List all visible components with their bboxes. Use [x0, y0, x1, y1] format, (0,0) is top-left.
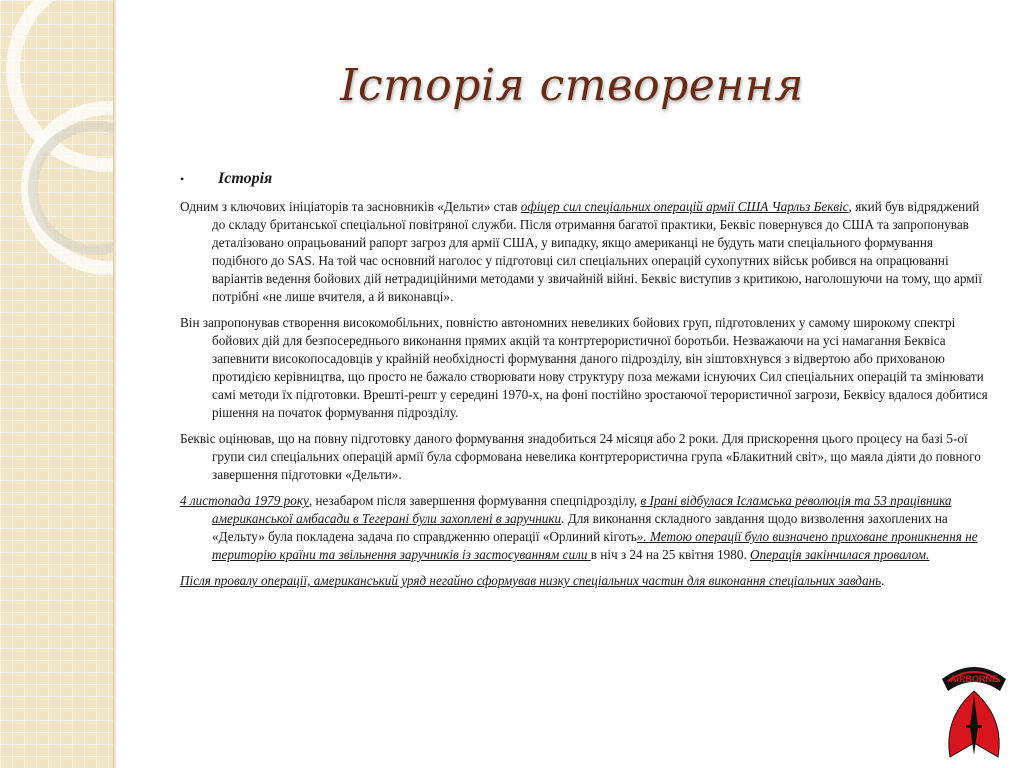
decorative-circles	[0, 0, 113, 768]
underlined-link[interactable]: офіцер сил спеціальних операцій армії США Чарльз Беквіс	[520, 199, 849, 214]
paragraph-4	[180, 492, 990, 564]
paragraph-text: в ніч з 24 на 25 квітня 1980.	[590, 547, 751, 562]
paragraph-text: .	[881, 573, 885, 588]
paragraph-text: , незабаром після завершення формування спецпідрозділу,	[308, 493, 641, 508]
side-strip-edge	[113, 0, 116, 768]
paragraph-1	[180, 198, 990, 306]
paragraph-text: . Для виконання складного завдання щодо визволення захоплених на «Дельту» була покладена задача по справдженню операції «Орлиний кіготь	[212, 511, 948, 544]
paragraph-2	[180, 314, 990, 422]
underlined-link[interactable]: Операція закінчилася провалом.	[750, 547, 930, 562]
underlined-link[interactable]: 4 листопада 1979 року	[180, 493, 309, 508]
paragraph-text: , який був відряджений до складу британської спеціальної повітряної служби. Після отримання багатої практики, Беквіс повернувся до США та запропонував деталізовано опрацьований рапорт загроз для армії США, у випадку, якщо американці не будуть мати спеціального формування подібного до SAS. На той час основний наголос у підготовці сил спеціальних операцій сухопутних військ робився на опрацюванні варіантів ведення бойових дій нетрадиційними методами у звичайній війні. Беквіс виступив з критикою, наголошуючи на тому, що армії потрібні «не лише вчителя, а й виконавці».	[212, 199, 982, 304]
slide-title: Історія створення	[340, 60, 804, 111]
paragraph-text: Одним з ключових ініціаторів та засновників «Дельти» став	[180, 199, 521, 214]
decorative-side-strip	[0, 0, 113, 768]
bullet-item	[180, 170, 990, 188]
slide-content	[180, 170, 990, 598]
bullet-icon: •	[180, 172, 185, 186]
paragraph-text: Він запропонував створення високомобільних, повністю автономних невеликих бойових груп, підготовлених у самому широкому спектрі бойових дій для безпосереднього виконання прямих акцій та контртерористичної боротьби. Незважаючи на усі намагання Беквіса запевнити високопосадовців у крайній необхідності формування даного підрозділу, він зіштовхнувся з відвертою або прихованою протидією керівництва, що просто не бажало створювати нову структуру поза межами існуючих Сил спеціальних операцій та змінювати самі методи їх підготовки. Врешті-решт у середині 1970-х, на фоні постійно зростаючої терористичної загрози, Беквісу вдалося добитися рішення на початок формування підрозділу.	[180, 315, 988, 420]
underlined-link[interactable]: в Ірані відбулася Ісламська революція та 53 працівника американської амбасади в Тегерані були захоплені в заручники	[212, 493, 952, 526]
paragraph-5	[180, 572, 990, 590]
paragraph-3	[180, 430, 990, 484]
bullet-heading: Історія	[218, 170, 273, 187]
badge-text: AIRBORNE	[949, 674, 999, 684]
underlined-link[interactable]: ». Метою операції було визначено приховане проникнення не територію країни та звільнення заручників із застосуванням сили	[212, 529, 978, 562]
paragraph-text: Беквіс оцінював, що на повну підготовку даного формування знадобиться 24 місяця або 2 роки. Для прискорення цього процесу на базі 5-ої групи сил спеціальних операцій армії була сформована невелика контртерористична група «Блакитний світ», що маяла діяти до повного завершення підготовки «Дельти».	[180, 431, 981, 482]
airborne-badge-icon	[938, 655, 1010, 760]
underlined-link[interactable]: Після провалу операції, американський уряд негайно сформував низку спеціальних частин для виконання спеціальних завдань	[180, 573, 882, 588]
